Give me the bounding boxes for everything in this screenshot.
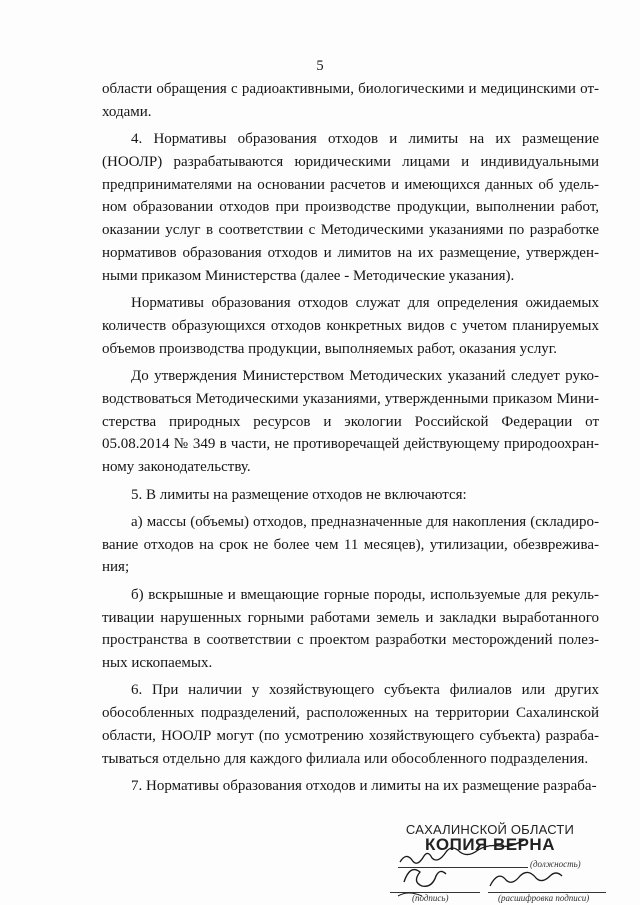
paragraph-item-5: 5. В лимиты на размещение отходов не включаются: (131, 486, 467, 503)
stamp-title: КОПИЯ ВЕРНА (425, 835, 555, 854)
paragraph-item-5b: б) вскрышные и вмещающие горные породы, используемые для рекуль-тивации нарушенных горными работами земель и закладки выработанного пространства в соответствии с проектом разработки месторождений полез-ных ископаемых. (102, 586, 599, 672)
page-number: 5 (316, 58, 324, 74)
stamp-header: САХАЛИНСКОЙ ОБЛАСТИ (405, 822, 575, 837)
paragraph-continuation: области обращения с радиоактивными, биологическими и медицинскими от-ходами. (102, 81, 599, 120)
paragraph-interim-guidelines: До утверждения Министерством Методических указаний следует руко-водствоваться Методическими указаниями, утвержденными приказом Мини-стерства природных ресурсов и экологии Российской Федерации от 05.08.2014 № 349 в части, не противоречащей действующему природоохран-ному законодательству. (102, 368, 599, 476)
paragraph-norms-purpose: Нормативы образования отходов служат для определения ожидаемых количеств образующихся отходов конкретных видов с учетом планируемых объемов производства продукции, выполняемых работ, оказания услуг. (102, 295, 599, 357)
paragraph-item-7: 7. Нормативы образования отходов и лимиты на их размещение разраба- (131, 778, 597, 795)
handwritten-signature (370, 812, 610, 902)
position-caption: (должность) (530, 859, 581, 869)
paragraph-item-5a: а) массы (объемы) отходов, предназначенные для накопления (складиро-вание отходов на срок не более чем 11 месяцев), утилизации, обезврежива-ния; (102, 513, 599, 576)
document-body (102, 78, 599, 798)
paragraph-item-4: 4. Нормативы образования отходов и лимиты на их размещение (НООЛР) разрабатываются юридическими лицами и индивидуальными предпринимателями на основании расчетов и имеющихся данных об удель-ном образовании отходов при производстве продукции, выполнении работ, оказании услуг в соответствии с Методическими указаниями по разработке нормативов образования отходов и лимитов на их размещение, утвержден-ными приказом Министерства (далее - Методические указания). (102, 131, 599, 284)
paragraph-item-6: 6. При наличии у хозяйствующего субъекта филиалов или других обособленных подразделений, расположенных на территории Сахалинской области, НООЛР могут (по усмотрению хозяйствующего субъекта) разраба-тываться отдельно для каждого филиала или обособленного подразделения. (102, 682, 599, 767)
decoding-caption: (расшифровка подписи) (498, 893, 590, 903)
signature-caption: (подпись) (412, 893, 449, 903)
certification-stamp (370, 812, 610, 902)
